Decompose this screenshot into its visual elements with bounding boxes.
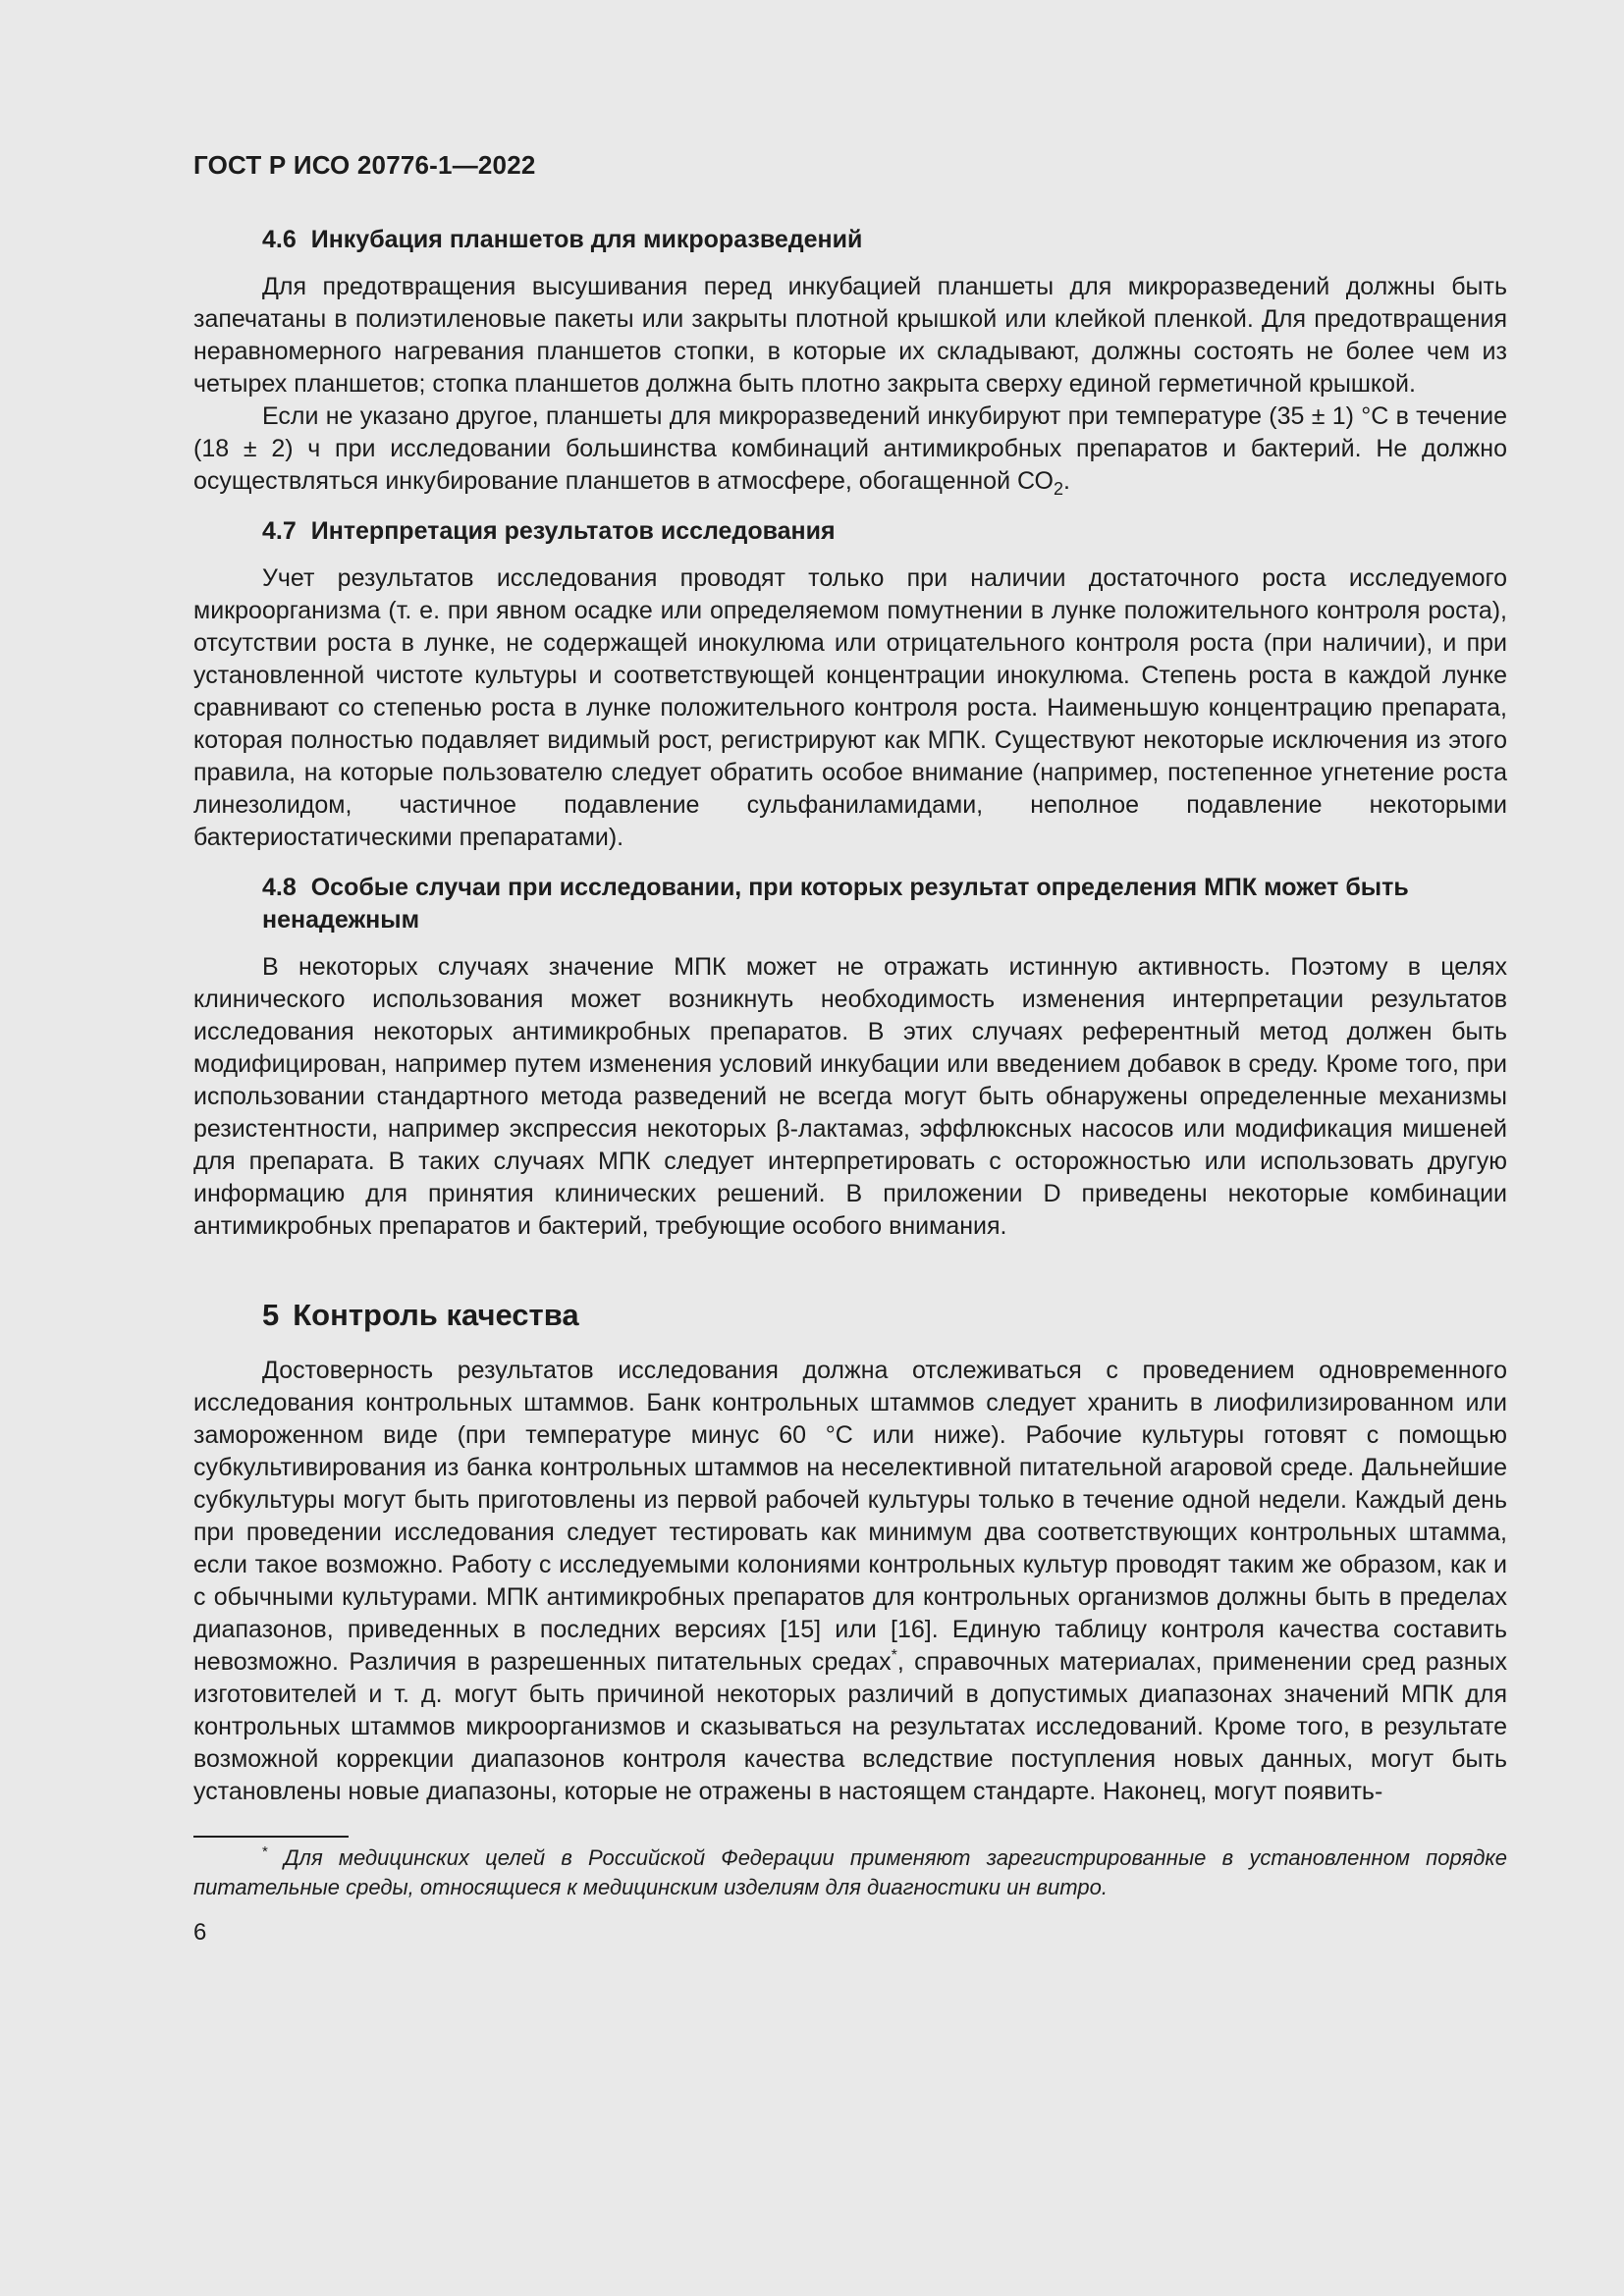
footnote-text: Для медицинских целей в Российской Федерации применяют зарегистрированные в установленном порядке питательные среды, относящиеся к медицинским изделиям для диагностики ин витро. [193, 1845, 1507, 1899]
page-number: 6 [193, 1919, 207, 1946]
paragraph: Учет результатов исследования проводят только при наличии достаточного роста исследуемого микроорганизма (т. е. при явном осадке или определяемом помутнении в лунке положительного контроля роста), отсутствии роста в лунке, не содержащей инокулюма или отрицательного контроля роста (при наличии), и при установленной чистоте культуры и соответствующей концентрации инокулюма. Степень роста в каждой лунке сравнивают со степенью роста в лунке положительного контроля роста. Наименьшую концентрацию препарата, которая полностью подавляет видимый рост, регистрируют как МПК. Существуют некоторые исключения из этого правила, на которые пользователю следует обратить особое внимание (например, постепенное угнетение роста линезолидом, частичное подавление сульфаниламидами, неполное подавление некоторыми бактериостатическими препаратами). [193, 564, 1507, 851]
paragraph-text: Если не указано другое, планшеты для микроразведений инкубируют при температуре (35 ± 1) °С в течение (18 ± 2) ч при исследовании большинства комбинаций антимикробных препаратов и бактерий. Не должно осуществляться инкубирование планшетов в атмосфере, обогащенной СО [193, 402, 1507, 495]
section-number: 4.6 [262, 226, 297, 253]
paragraph-end: . [1062, 467, 1070, 495]
page-content [193, 145, 1507, 1948]
section-title: Особые случаи при исследовании, при которых результат определения МПК может быть ненадежным [262, 874, 1409, 934]
subscript: 2 [1053, 479, 1063, 499]
section-title: Контроль качества [293, 1298, 579, 1332]
section-title: Инкубация планшетов для микроразведений [310, 226, 863, 253]
paragraph: В некоторых случаях значение МПК может не отражать истинную активность. Поэтому в целях клинического использования может возникнуть необходимость изменения интерпретации результатов исследования некоторых антимикробных препаратов. В этих случаях референтный метод должен быть модифицирован, например путем изменения условий инкубации или введением добавок в среду. Кроме того, при использовании стандартного метода разведений не всегда могут быть обнаружены определенные механизмы резистентности, например экспрессия некоторых β-лактамаз, эффлюксных насосов или модификация мишеней для препарата. В таких случаях МПК следует интерпретировать с осторожностью или использовать другую информацию для принятия клинических решений. В приложении D приведены некоторые комбинации антимикробных препаратов и бактерий, требующие особого внимания. [193, 953, 1507, 1240]
paragraph [193, 1355, 1507, 1808]
footnote [193, 1843, 1507, 1902]
section-4-8-heading [193, 872, 1507, 936]
section-4-7-heading [193, 515, 1507, 548]
footnote-divider [193, 1836, 349, 1838]
section-5-heading [193, 1294, 1507, 1337]
footnote-marker: * [262, 1843, 268, 1860]
section-number: 4.7 [262, 517, 297, 545]
spacer [193, 1243, 1507, 1294]
paragraph-text-continued: , справочных материалах, применении сред разных изготовителей и т. д. могут быть причиной некоторых различий в допустимых диапазонах значений МПК для контрольных штаммов микроорганизмов и сказываться на результатах исследований. Кроме того, в результате возможной коррекции диапазонов контроля качества вследствие поступления новых данных, могут быть установлены новые диапазоны, которые не отражены в настоящем стандарте. Наконец, могут появить- [193, 1648, 1507, 1805]
section-title: Интерпретация результатов исследования [310, 517, 836, 545]
paragraph [193, 400, 1507, 498]
footnote-marker: * [891, 1647, 897, 1664]
standard-header: ГОСТ Р ИСО 20776-1—2022 [193, 150, 536, 180]
section-number: 5 [262, 1298, 280, 1332]
section-number: 4.8 [262, 874, 297, 901]
paragraph-text: Достоверность результатов исследования должна отслеживаться с проведением одновременного исследования контрольных штаммов. Банк контрольных штаммов следует хранить в лиофилизированном или замороженном виде (при температуре минус 60 °С или ниже). Рабочие культуры готовят с помощью субкультивирования из банка контрольных штаммов на неселективной питательной агаровой среде. Дальнейшие субкультуры могут быть приготовлены из первой рабочей культуры только в течение одной недели. Каждый день при проведении исследования следует тестировать как минимум два соответствующих контрольных штамма, если такое возможно. Работу с исследуемыми колониями контрольных культур проводят таким же образом, как и с обычными культурами. МПК антимикробных препаратов для контрольных организмов должны быть в пределах диапазонов, приведенных в последних версиях [15] или [16]. Единую таблицу контроля качества составить невозможно. Различия в разрешенных питательных средах [193, 1357, 1507, 1676]
paragraph: Для предотвращения высушивания перед инкубацией планшеты для микроразведений должны быть запечатаны в полиэтиленовые пакеты или закрыты плотной крышкой или клейкой пленкой. Для предотвращения неравномерного нагревания планшетов стопки, в которые их складывают, должны состоять не более чем из четырех планшетов; стопка планшетов должна быть плотно закрыта сверху единой герметичной крышкой. [193, 273, 1507, 398]
section-4-6-heading [193, 224, 1507, 256]
